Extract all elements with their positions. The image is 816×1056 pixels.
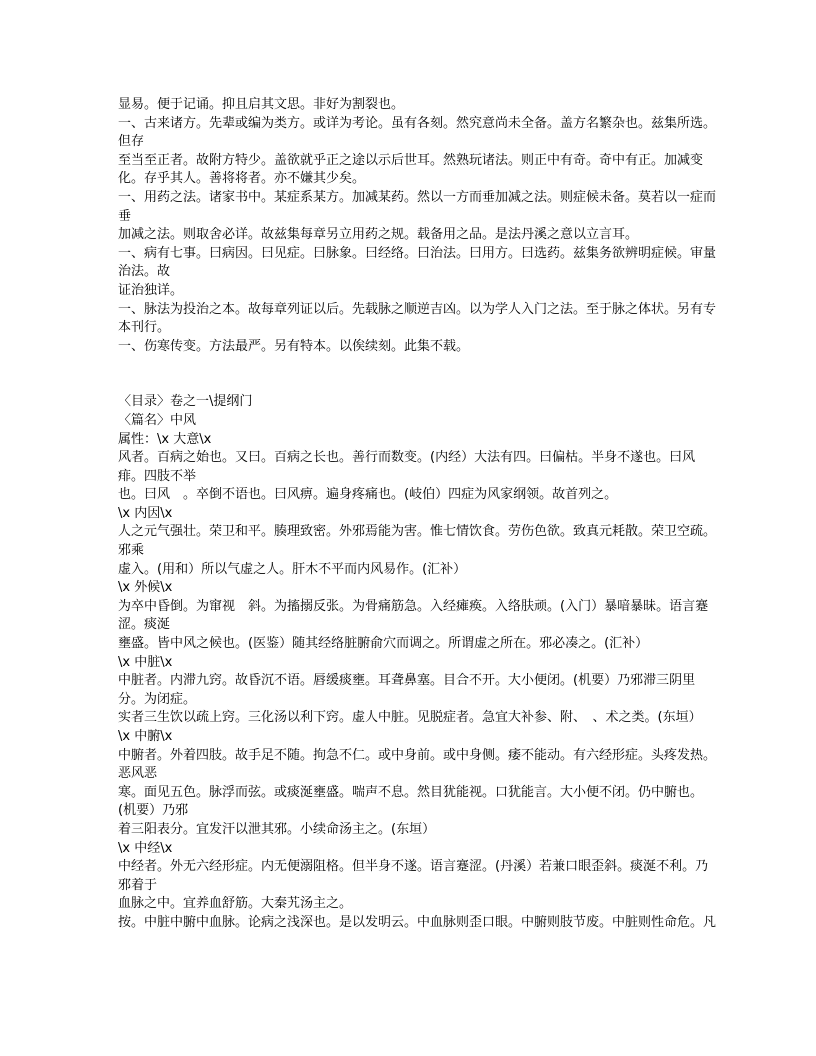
text-line: 证治独详。 <box>118 282 184 298</box>
preface-section <box>118 96 718 356</box>
section-marker: \x 中脏\x <box>118 654 173 670</box>
chapter-section <box>118 393 718 932</box>
text-line: 也。曰风 。卒倒不语也。曰风痹。遍身疼痛也。(岐伯）四症为风家纲领。故首列之。 <box>118 487 618 503</box>
text-line: 为卒中昏倒。为窜视 斜。为搐搦反张。为骨痛筋急。入经瘫痪。入络肤顽。(入门）暴喑暴昧。语言蹇涩。痰涎 <box>118 598 709 633</box>
text-line: 按。中脏中腑中血脉。论病之浅深也。是以发明云。中血脉则歪口眼。中腑则肢节废。中脏则性命危。凡 <box>118 914 717 930</box>
text-line: 化。存乎其人。善将将者。亦不嫌其少矣。 <box>118 171 366 187</box>
text-line: 着三阳表分。宜发汗以泄其邪。小续命汤主之。(东垣） <box>118 821 436 837</box>
text-line: 至当至正者。故附方特少。盖欲就乎正之途以示后世耳。然熟玩诸法。则正中有奇。奇中有正。加减变 <box>118 152 704 168</box>
text-line: 血脉之中。宜养血舒筋。大秦艽汤主之。 <box>118 896 353 912</box>
section-marker: \x 中腑\x <box>118 729 173 744</box>
catalog-heading: 〈目录〉卷之一\提纲门 <box>118 394 253 410</box>
section-marker: 属性：\x 大意\x <box>118 431 212 447</box>
text-line: 壅盛。皆中风之候也。(医鉴）随其经络脏腑俞穴而调之。所谓虚之所在。邪必凑之。(汇补） <box>118 636 649 652</box>
section-marker: \x 内因\x <box>118 505 173 521</box>
text-line: 一、脉法为投治之本。故每章列证以后。先载脉之顺逆吉凶。以为学人入门之法。至于脉之体状。另有专本刊行。 <box>118 301 717 336</box>
text-line: 虚入。(用和）所以气虚之人。肝木不平而内风易作。(汇补） <box>118 561 467 577</box>
text-line: 人之元气强壮。荣卫和平。腠理致密。外邪焉能为害。惟七情饮食。劳伤色欲。致真元耗散。荣卫空疏。邪乘 <box>118 524 717 559</box>
document-page <box>118 96 718 933</box>
text-line: 一、用药之法。诸家书中。某症系某方。加减某药。然以一方而垂加减之法。则症候未备。莫若以一症而垂 <box>118 189 717 224</box>
text-line: 一、伤寒传变。方法最严。另有特本。以俟续刻。此集不载。 <box>118 338 470 354</box>
chapter-title: 〈篇名〉中风 <box>118 412 197 428</box>
text-line: 实者三生饮以疏上窍。三化汤以利下窍。虚人中脏。见脱症者。急宜大补参、附、 、术之类。(东垣） <box>118 710 702 726</box>
section-marker: \x 外候\x <box>118 580 173 596</box>
text-line: 一、古来诸方。先辈或编为类方。或详为考论。虽有各刻。然究意尚未全备。盖方名繁杂也。兹集所选。但存 <box>118 115 717 150</box>
text-line: 寒。面见五色。脉浮而弦。或痰涎壅盛。喘声不息。然目犹能视。口犹能言。大小便不闭。仍中腑也。(机要）乃邪 <box>118 784 704 819</box>
text-line: 显易。便于记诵。抑且启其文思。非好为割裂也。 <box>118 97 405 112</box>
text-line: 加减之法。则取舍必详。故兹集每章另立用药之规。载备用之品。是法丹溪之意以立言耳。 <box>118 227 639 243</box>
section-marker: \x 中经\x <box>118 840 173 856</box>
section-gap <box>118 356 718 393</box>
text-line: 中经者。外无六经形症。内无便溺阻格。但半身不遂。语言蹇涩。(丹溪）若兼口眼歪斜。痰涎不利。乃邪着于 <box>118 859 709 893</box>
text-line: 中腑者。外着四肢。故手足不随。拘急不仁。或中身前。或中身侧。痿不能动。有六经形症。头疼发热。恶风恶 <box>118 747 717 782</box>
text-line: 风者。百病之始也。又曰。百病之长也。善行而数变。(内经）大法有四。曰偏枯。半身不遂也。曰风痱。四肢不举 <box>118 450 696 484</box>
text-line: 中脏者。内滞九窍。故昏沉不语。唇缓痰壅。耳聋鼻塞。目合不开。大小便闭。(机要）乃邪滞三阴里分。为闭症。 <box>118 673 696 707</box>
text-line: 一、病有七事。曰病因。曰见症。曰脉象。曰经络。曰治法。曰用方。曰选药。兹集务欲辨明症候。审量治法。故 <box>118 245 717 280</box>
